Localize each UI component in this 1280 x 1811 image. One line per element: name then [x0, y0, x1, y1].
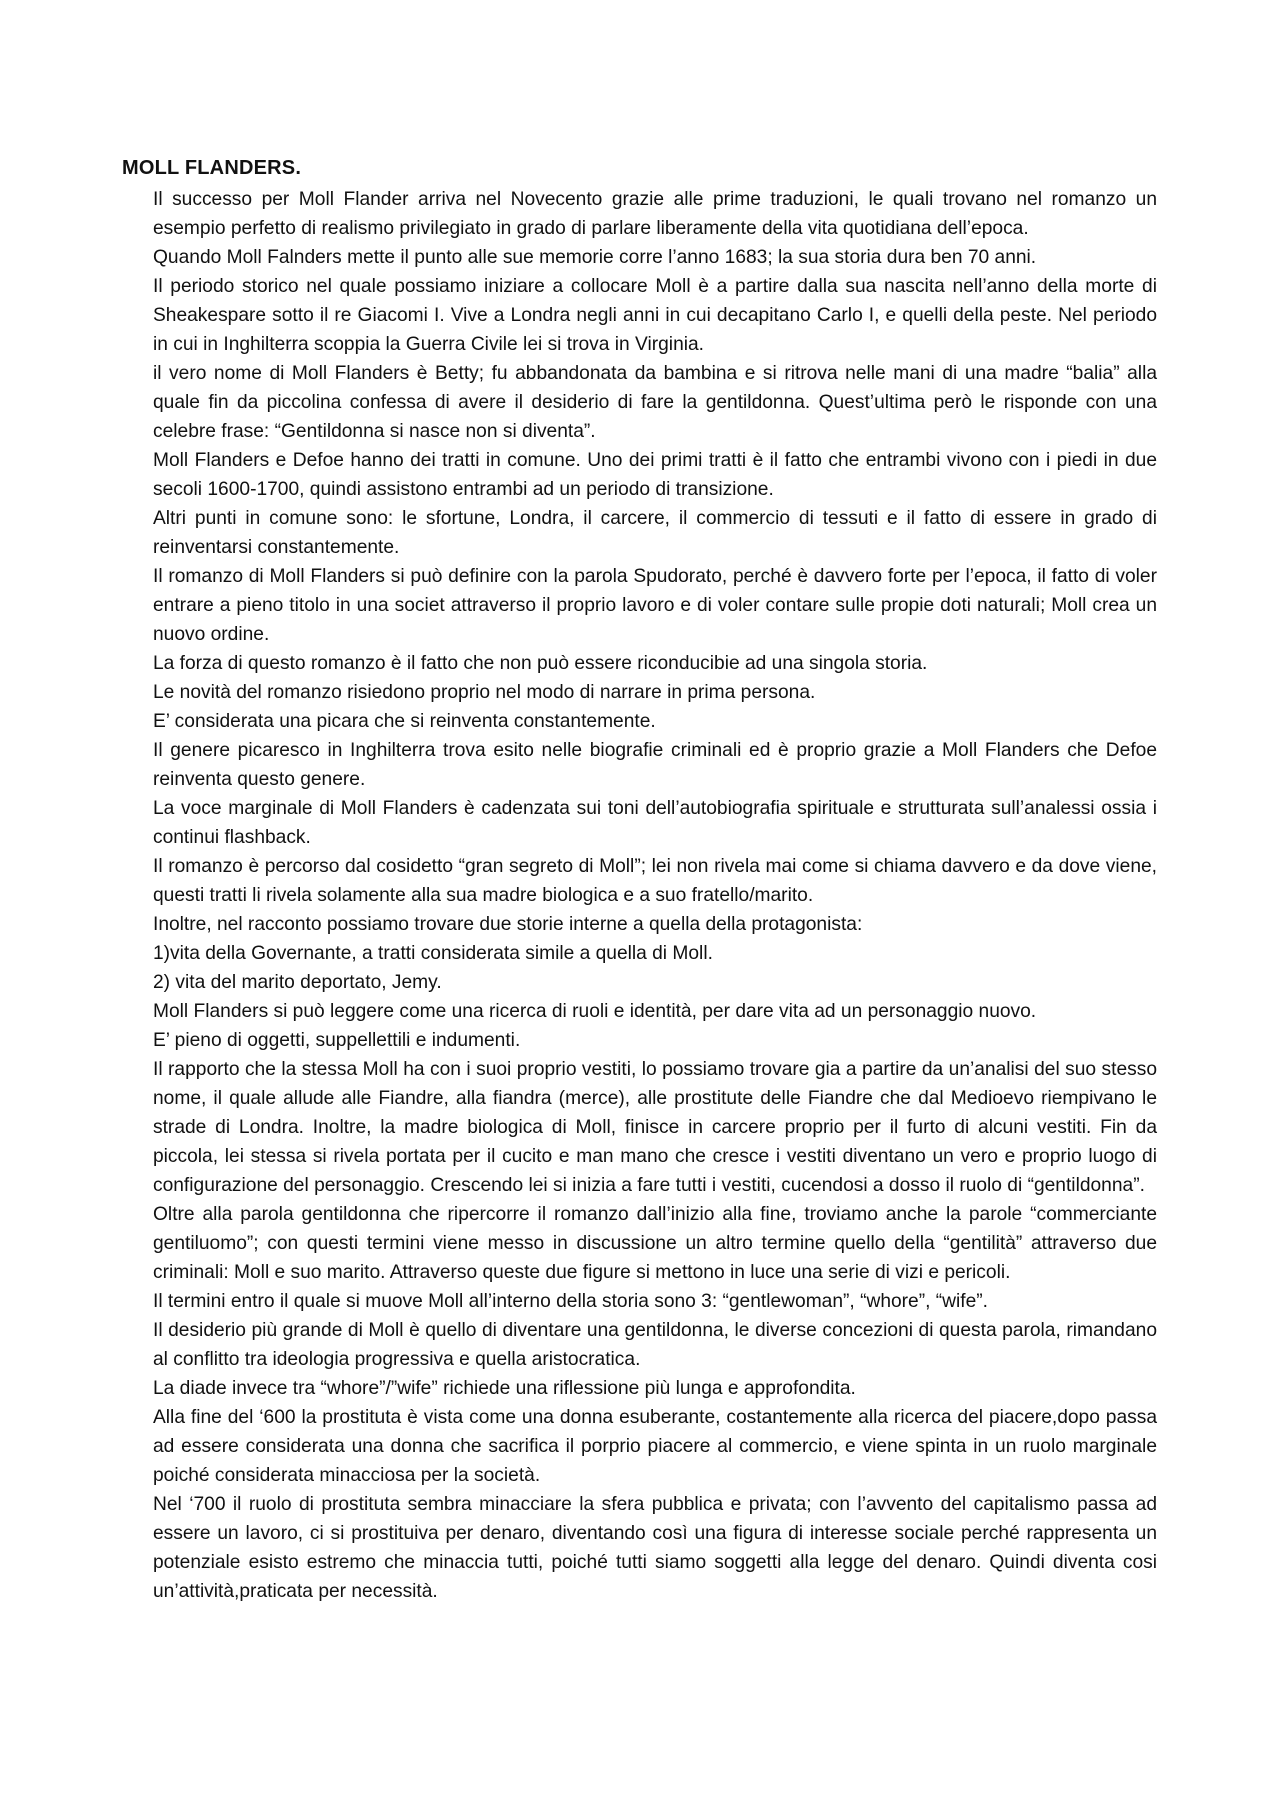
paragraph: il vero nome di Moll Flanders è Betty; fu abbandonata da bambina e si ritrova nelle mani di una madre “balia” alla quale fin da piccolina confessa di avere il desiderio di fare la gentildonna. Quest’ultima però le risponde con una celebre frase: “Gentildonna si nasce non si diventa”. — [153, 363, 1157, 442]
list-item: 1)vita della Governante, a tratti considerata simile a quella di Moll. — [153, 943, 713, 964]
paragraph: Il periodo storico nel quale possiamo iniziare a collocare Moll è a partire dalla sua nascita nell’anno della morte di Sheakespare sotto il re Giacomi I. Vive a Londra negli anni in cui decapitano Carlo I, e quelli della peste. Nel periodo in cui in Inghilterra scoppia la Guerra Civile lei si trova in Virginia. — [153, 276, 1157, 355]
paragraph: Altri punti in comune sono: le sfortune, Londra, il carcere, il commercio di tessuti e il fatto di essere in grado di reinventarsi constantemente. — [153, 508, 1157, 558]
paragraph: Il genere picaresco in Inghilterra trova esito nelle biografie criminali ed è proprio grazie a Moll Flanders che Defoe reinventa questo genere. — [153, 740, 1157, 790]
list-item: 2) vita del marito deportato, Jemy. — [153, 972, 442, 993]
paragraph: La forza di questo romanzo è il fatto che non può essere riconducibie ad una singola storia. — [153, 653, 928, 674]
paragraph: Il desiderio più grande di Moll è quello di diventare una gentildonna, le diverse concezioni di questa parola, rimandano al conflitto tra ideologia progressiva e quella aristocratica. — [153, 1320, 1157, 1370]
paragraph: E’ considerata una picara che si reinventa constantemente. — [153, 711, 656, 732]
paragraph: Inoltre, nel racconto possiamo trovare due storie interne a quella della protagonista: — [153, 914, 863, 935]
paragraph: Quando Moll Falnders mette il punto alle sue memorie corre l’anno 1683; la sua storia dura ben 70 anni. — [153, 247, 1037, 268]
paragraph: Moll Flanders e Defoe hanno dei tratti in comune. Uno dei primi tratti è il fatto che entrambi vivono con i piedi in due secoli 1600-1700, quindi assistono entrambi ad un periodo di transizione. — [153, 450, 1157, 500]
paragraph: La diade invece tra “whore”/”wife” richiede una riflessione più lunga e approfondita. — [153, 1378, 856, 1399]
document-body — [153, 185, 1157, 1606]
paragraph: Il rapporto che la stessa Moll ha con i suoi proprio vestiti, lo possiamo trovare gia a partire da un’analisi del suo stesso nome, il quale allude alle Fiandre, alla fiandra (merce), alle prostitute delle Fiandre che dal Medioevo riempivano le strade di Londra. Inoltre, la madre biologica di Moll, finisce in carcere proprio per il furto di alcuni vestiti. Fin da piccola, lei stessa si rivela portata per il cucito e man mano che cresce i vestiti diventano un vero e proprio luogo di configurazione del personaggio. Crescendo lei si inizia a fare tutti i vestiti, cucendosi a dosso il ruolo di “gentildonna”. — [153, 1059, 1157, 1196]
paragraph: Nel ‘700 il ruolo di prostituta sembra minacciare la sfera pubblica e privata; con l’avvento del capitalismo passa ad essere un lavoro, ci si prostituiva per denaro, diventando così una figura di interesse sociale perché rappresenta un potenziale esisto estremo che minaccia tutti, poiché tutti siamo soggetti alla legge del denaro. Quindi diventa cosi un’attività,praticata per necessità. — [153, 1494, 1157, 1602]
paragraph: Il romanzo è percorso dal cosidetto “gran segreto di Moll”; lei non rivela mai come si chiama davvero e da dove viene, questi tratti li rivela solamente alla sua madre biologica e a suo fratello/marito. — [153, 856, 1157, 906]
paragraph: Il romanzo di Moll Flanders si può definire con la parola Spudorato, perché è davvero forte per l’epoca, il fatto di voler entrare a pieno titolo in una societ attraverso il proprio lavoro e di voler contare sulle propie doti naturali; Moll crea un nuovo ordine. — [153, 566, 1157, 645]
paragraph: E’ pieno di oggetti, suppellettili e indumenti. — [153, 1030, 521, 1051]
paragraph: Le novità del romanzo risiedono proprio nel modo di narrare in prima persona. — [153, 682, 816, 703]
paragraph: Il termini entro il quale si muove Moll all’interno della storia sono 3: “gentlewoman”, “whore”, “wife”. — [153, 1291, 989, 1312]
paragraph: Moll Flanders si può leggere come una ricerca di ruoli e identità, per dare vita ad un personaggio nuovo. — [153, 1001, 1037, 1022]
paragraph: La voce marginale di Moll Flanders è cadenzata sui toni dell’autobiografia spirituale e strutturata sull’analessi ossia i continui flashback. — [153, 798, 1157, 848]
paragraph: Alla fine del ‘600 la prostituta è vista come una donna esuberante, costantemente alla ricerca del piacere,dopo passa ad essere considerata una donna che sacrifica il porprio piacere al commercio, e viene spinta in un ruolo marginale poiché considerata minacciosa per la società. — [153, 1407, 1157, 1486]
document-title: MOLL FLANDERS. — [122, 157, 302, 179]
paragraph: Il successo per Moll Flander arriva nel Novecento grazie alle prime traduzioni, le quali trovano nel romanzo un esempio perfetto di realismo privilegiato in grado di parlare liberamente della vita quotidiana dell’epoca. — [153, 189, 1157, 239]
paragraph: Oltre alla parola gentildonna che ripercorre il romanzo dall’inizio alla fine, troviamo anche la parole “commerciante gentiluomo”; con questi termini viene messo in discussione un altro termine quello della “gentilità” attraverso due criminali: Moll e suo marito. Attraverso queste due figure si mettono in luce una serie di vizi e pericoli. — [153, 1204, 1157, 1283]
